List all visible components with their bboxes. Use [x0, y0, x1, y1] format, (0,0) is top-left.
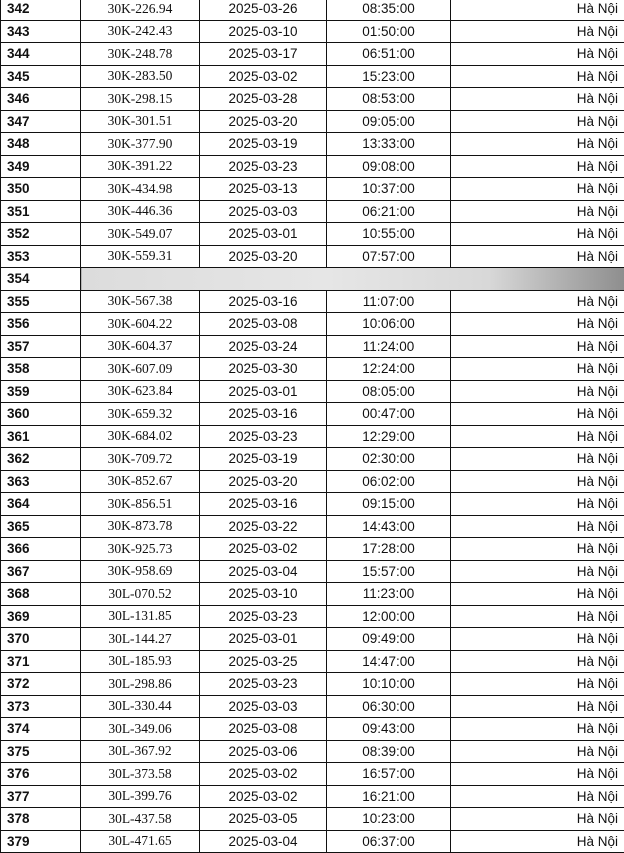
plate-number-cell: 30K-958.69: [81, 560, 200, 583]
table-row: [1, 43, 624, 66]
row-number-cell: 358: [1, 358, 81, 381]
plate-number-cell: 30K-607.09: [81, 358, 200, 381]
province-cell: Hà Nội: [451, 178, 624, 201]
row-number-cell: 378: [1, 808, 81, 831]
violation-time-cell: 11:24:00: [327, 335, 451, 358]
violation-time-cell: 08:53:00: [327, 88, 451, 111]
plate-number-cell: 30K-283.50: [81, 65, 200, 88]
violation-time-cell: 08:05:00: [327, 380, 451, 403]
violation-date-cell: 2025-03-28: [200, 88, 327, 111]
province-cell: Hà Nội: [451, 223, 624, 246]
violation-date-cell: 2025-03-20: [200, 245, 327, 268]
violation-date-cell: 2025-03-13: [200, 178, 327, 201]
violation-time-cell: 10:55:00: [327, 223, 451, 246]
province-cell: Hà Nội: [451, 583, 624, 606]
row-number-cell: 369: [1, 605, 81, 628]
violation-date-cell: 2025-03-26: [200, 0, 327, 20]
table-row: [1, 380, 624, 403]
province-cell: Hà Nội: [451, 740, 624, 763]
violation-time-cell: 15:23:00: [327, 65, 451, 88]
plate-number-cell: 30K-549.07: [81, 223, 200, 246]
row-number-cell: 362: [1, 448, 81, 471]
table-row: [1, 650, 624, 673]
violation-time-cell: 08:39:00: [327, 740, 451, 763]
violation-time-cell: 06:51:00: [327, 43, 451, 66]
province-cell: Hà Nội: [451, 65, 624, 88]
plate-number-cell: 30L-373.58: [81, 763, 200, 786]
row-number-cell: 355: [1, 290, 81, 313]
violation-date-cell: 2025-03-02: [200, 538, 327, 561]
violation-date-cell: 2025-03-03: [200, 695, 327, 718]
plate-number-cell: 30L-070.52: [81, 583, 200, 606]
violation-date-cell: 2025-03-02: [200, 763, 327, 786]
plate-number-cell: 30L-367.92: [81, 740, 200, 763]
table-row: [1, 178, 624, 201]
province-cell: Hà Nội: [451, 290, 624, 313]
table-row: [1, 403, 624, 426]
plate-number-cell: 30K-242.43: [81, 20, 200, 43]
violation-date-cell: 2025-03-08: [200, 718, 327, 741]
plate-number-cell: 30K-434.98: [81, 178, 200, 201]
violation-date-cell: 2025-03-01: [200, 380, 327, 403]
table-row: [1, 718, 624, 741]
plate-number-cell: 30K-567.38: [81, 290, 200, 313]
table-row: [1, 515, 624, 538]
violation-time-cell: 09:43:00: [327, 718, 451, 741]
violation-time-cell: 07:57:00: [327, 245, 451, 268]
plate-number-cell: 30L-330.44: [81, 695, 200, 718]
violation-date-cell: 2025-03-23: [200, 605, 327, 628]
province-cell: Hà Nội: [451, 830, 624, 853]
violation-time-cell: 12:29:00: [327, 425, 451, 448]
table-row: [1, 470, 624, 493]
row-number-cell: 376: [1, 763, 81, 786]
plate-number-cell: 30K-377.90: [81, 133, 200, 156]
province-cell: Hà Nội: [451, 470, 624, 493]
violation-date-cell: 2025-03-01: [200, 628, 327, 651]
violation-time-cell: 02:30:00: [327, 448, 451, 471]
violation-date-cell: 2025-03-02: [200, 65, 327, 88]
violation-date-cell: 2025-03-25: [200, 650, 327, 673]
row-number-cell: 368: [1, 583, 81, 606]
row-number-cell: 373: [1, 695, 81, 718]
table-row: [1, 605, 624, 628]
plate-number-cell: 30K-856.51: [81, 493, 200, 516]
row-number-cell: 360: [1, 403, 81, 426]
province-cell: Hà Nội: [451, 43, 624, 66]
row-number-cell: 367: [1, 560, 81, 583]
violation-date-cell: 2025-03-23: [200, 673, 327, 696]
violation-date-cell: 2025-03-02: [200, 785, 327, 808]
row-number-cell: 345: [1, 65, 81, 88]
violation-time-cell: 14:43:00: [327, 515, 451, 538]
table-row: [1, 493, 624, 516]
plate-number-cell: 30K-684.02: [81, 425, 200, 448]
violation-time-cell: 09:15:00: [327, 493, 451, 516]
violation-time-cell: 00:47:00: [327, 403, 451, 426]
province-cell: Hà Nội: [451, 763, 624, 786]
violation-time-cell: 12:00:00: [327, 605, 451, 628]
plate-number-cell: 30L-298.86: [81, 673, 200, 696]
table-row: [1, 65, 624, 88]
plate-number-cell: 30K-298.15: [81, 88, 200, 111]
table-row: [1, 335, 624, 358]
province-cell: Hà Nội: [451, 133, 624, 156]
violation-date-cell: 2025-03-16: [200, 493, 327, 516]
violation-date-cell: 2025-03-16: [200, 290, 327, 313]
row-number-cell: 375: [1, 740, 81, 763]
row-number-cell: 350: [1, 178, 81, 201]
table-row: [1, 155, 624, 178]
violation-time-cell: 09:05:00: [327, 110, 451, 133]
plate-number-cell: 30K-226.94: [81, 0, 200, 20]
violation-time-cell: 09:08:00: [327, 155, 451, 178]
table-row: [1, 763, 624, 786]
province-cell: Hà Nội: [451, 650, 624, 673]
row-number-cell: 359: [1, 380, 81, 403]
table-row: [1, 223, 624, 246]
province-cell: Hà Nội: [451, 425, 624, 448]
violation-date-cell: 2025-03-04: [200, 560, 327, 583]
table-row: [1, 583, 624, 606]
province-cell: Hà Nội: [451, 0, 624, 20]
violation-time-cell: 17:28:00: [327, 538, 451, 561]
violation-date-cell: 2025-03-23: [200, 155, 327, 178]
plate-number-cell: 30L-399.76: [81, 785, 200, 808]
row-number-cell: 370: [1, 628, 81, 651]
province-cell: Hà Nội: [451, 448, 624, 471]
province-cell: Hà Nội: [451, 538, 624, 561]
violation-date-cell: 2025-03-20: [200, 110, 327, 133]
violation-date-cell: 2025-03-23: [200, 425, 327, 448]
plate-number-cell: 30K-659.32: [81, 403, 200, 426]
plate-number-cell: 30K-248.78: [81, 43, 200, 66]
table-row: [1, 808, 624, 831]
table-row: [1, 268, 624, 291]
province-cell: Hà Nội: [451, 673, 624, 696]
row-number-cell: 379: [1, 830, 81, 853]
province-cell: Hà Nội: [451, 718, 624, 741]
violation-time-cell: 10:06:00: [327, 313, 451, 336]
violation-date-cell: 2025-03-17: [200, 43, 327, 66]
violation-date-cell: 2025-03-10: [200, 20, 327, 43]
violation-date-cell: 2025-03-05: [200, 808, 327, 831]
violation-time-cell: 10:10:00: [327, 673, 451, 696]
plate-number-cell: 30K-301.51: [81, 110, 200, 133]
province-cell: Hà Nội: [451, 605, 624, 628]
row-number-cell: 344: [1, 43, 81, 66]
violation-time-cell: 06:37:00: [327, 830, 451, 853]
table-row: [1, 313, 624, 336]
violation-time-cell: 10:23:00: [327, 808, 451, 831]
province-cell: Hà Nội: [451, 808, 624, 831]
table-row: [1, 200, 624, 223]
plate-number-cell: 30K-604.37: [81, 335, 200, 358]
plate-number-cell: 30K-604.22: [81, 313, 200, 336]
violation-date-cell: 2025-03-19: [200, 448, 327, 471]
violation-date-cell: 2025-03-19: [200, 133, 327, 156]
violation-time-cell: 08:35:00: [327, 0, 451, 20]
table-row: [1, 628, 624, 651]
plate-number-cell: 30L-471.65: [81, 830, 200, 853]
table-row: [1, 448, 624, 471]
violation-time-cell: 11:23:00: [327, 583, 451, 606]
violation-time-cell: 01:50:00: [327, 20, 451, 43]
row-number-cell: 356: [1, 313, 81, 336]
plate-number-cell: 30L-144.27: [81, 628, 200, 651]
row-number-cell: 352: [1, 223, 81, 246]
table-row: [1, 88, 624, 111]
row-number-cell: 354: [1, 268, 81, 291]
row-number-cell: 364: [1, 493, 81, 516]
violation-date-cell: 2025-03-03: [200, 200, 327, 223]
row-number-cell: 346: [1, 88, 81, 111]
table-row: [1, 290, 624, 313]
violation-time-cell: 16:57:00: [327, 763, 451, 786]
row-number-cell: 366: [1, 538, 81, 561]
plate-number-cell: 30L-349.06: [81, 718, 200, 741]
row-number-cell: 371: [1, 650, 81, 673]
province-cell: Hà Nội: [451, 493, 624, 516]
violation-time-cell: 11:07:00: [327, 290, 451, 313]
violation-time-cell: 06:21:00: [327, 200, 451, 223]
province-cell: Hà Nội: [451, 560, 624, 583]
row-number-cell: 361: [1, 425, 81, 448]
violation-date-cell: 2025-03-30: [200, 358, 327, 381]
plate-number-cell: 30K-873.78: [81, 515, 200, 538]
plate-number-cell: 30K-446.36: [81, 200, 200, 223]
violation-date-cell: 2025-03-06: [200, 740, 327, 763]
row-number-cell: 363: [1, 470, 81, 493]
table-row: [1, 20, 624, 43]
province-cell: Hà Nội: [451, 358, 624, 381]
row-number-cell: 343: [1, 20, 81, 43]
province-cell: Hà Nội: [451, 313, 624, 336]
row-number-cell: 351: [1, 200, 81, 223]
plate-number-cell: 30K-391.22: [81, 155, 200, 178]
plate-number-cell: 30K-623.84: [81, 380, 200, 403]
province-cell: Hà Nội: [451, 380, 624, 403]
plate-number-cell: 30L-131.85: [81, 605, 200, 628]
table-row: [1, 245, 624, 268]
table-body: [1, 0, 624, 853]
province-cell: Hà Nội: [451, 88, 624, 111]
table-row: [1, 740, 624, 763]
row-number-cell: 353: [1, 245, 81, 268]
violation-date-cell: 2025-03-10: [200, 583, 327, 606]
violation-time-cell: 15:57:00: [327, 560, 451, 583]
violation-date-cell: 2025-03-16: [200, 403, 327, 426]
row-number-cell: 372: [1, 673, 81, 696]
violation-date-cell: 2025-03-22: [200, 515, 327, 538]
province-cell: Hà Nội: [451, 245, 624, 268]
table-row: [1, 673, 624, 696]
table-row: [1, 695, 624, 718]
violation-time-cell: 06:02:00: [327, 470, 451, 493]
violation-time-cell: 13:33:00: [327, 133, 451, 156]
row-number-cell: 342: [1, 0, 81, 20]
province-cell: Hà Nội: [451, 20, 624, 43]
violation-date-cell: 2025-03-20: [200, 470, 327, 493]
plate-number-cell: 30K-559.31: [81, 245, 200, 268]
table-row: [1, 425, 624, 448]
row-number-cell: 374: [1, 718, 81, 741]
violation-time-cell: 16:21:00: [327, 785, 451, 808]
province-cell: Hà Nội: [451, 628, 624, 651]
violation-time-cell: 06:30:00: [327, 695, 451, 718]
province-cell: Hà Nội: [451, 515, 624, 538]
table-row: [1, 830, 624, 853]
violation-date-cell: 2025-03-24: [200, 335, 327, 358]
violation-date-cell: 2025-03-08: [200, 313, 327, 336]
row-number-cell: 365: [1, 515, 81, 538]
table-row: [1, 358, 624, 381]
row-number-cell: 357: [1, 335, 81, 358]
table-row: [1, 560, 624, 583]
table-row: [1, 0, 624, 20]
table-row: [1, 133, 624, 156]
plate-number-cell: 30K-852.67: [81, 470, 200, 493]
province-cell: Hà Nội: [451, 200, 624, 223]
table-row: [1, 110, 624, 133]
violation-time-cell: 09:49:00: [327, 628, 451, 651]
row-number-cell: 349: [1, 155, 81, 178]
row-number-cell: 377: [1, 785, 81, 808]
plate-number-cell: 30K-925.73: [81, 538, 200, 561]
row-number-cell: 347: [1, 110, 81, 133]
plate-number-cell: 30L-437.58: [81, 808, 200, 831]
row-number-cell: 348: [1, 133, 81, 156]
violation-time-cell: 10:37:00: [327, 178, 451, 201]
redacted-cell: [81, 268, 624, 291]
violation-time-cell: 12:24:00: [327, 358, 451, 381]
province-cell: Hà Nội: [451, 335, 624, 358]
plate-number-cell: 30L-185.93: [81, 650, 200, 673]
violation-time-cell: 14:47:00: [327, 650, 451, 673]
province-cell: Hà Nội: [451, 155, 624, 178]
province-cell: Hà Nội: [451, 785, 624, 808]
province-cell: Hà Nội: [451, 110, 624, 133]
province-cell: Hà Nội: [451, 403, 624, 426]
table-row: [1, 538, 624, 561]
violation-date-cell: 2025-03-01: [200, 223, 327, 246]
violation-date-cell: 2025-03-04: [200, 830, 327, 853]
province-cell: Hà Nội: [451, 695, 624, 718]
table-row: [1, 785, 624, 808]
plate-number-cell: 30K-709.72: [81, 448, 200, 471]
